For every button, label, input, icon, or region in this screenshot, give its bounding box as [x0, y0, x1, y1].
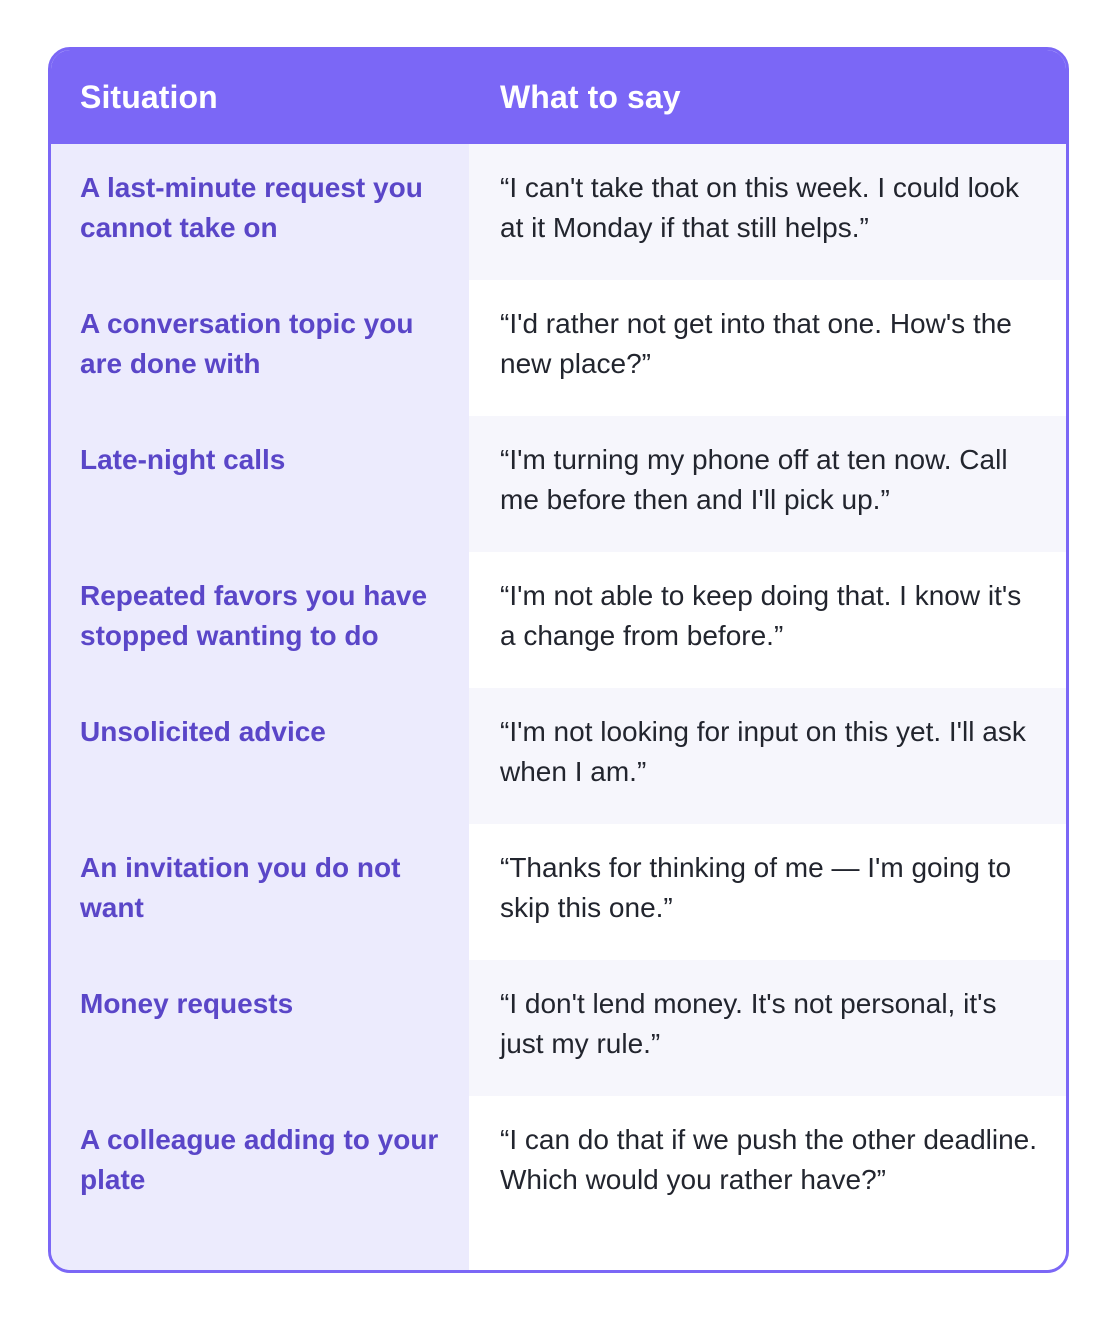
what-to-say-cell: “I can do that if we push the other deadline. Which would you rather have?”	[469, 1096, 1066, 1270]
situation-cell: Repeated favors you have stopped wanting to do	[51, 552, 469, 688]
table-row	[51, 144, 1066, 280]
table-row	[51, 416, 1066, 552]
situation-cell: Late-night calls	[51, 416, 469, 552]
situation-cell: Unsolicited advice	[51, 688, 469, 824]
header-situation: Situation	[80, 78, 218, 115]
what-to-say-cell: “I'm not able to keep doing that. I know it's a change from before.”	[469, 552, 1066, 688]
table-row	[51, 688, 1066, 824]
what-to-say-cell: “I can't take that on this week. I could look at it Monday if that still helps.”	[469, 144, 1066, 280]
what-to-say-cell: “I'd rather not get into that one. How's the new place?”	[469, 280, 1066, 416]
situation-cell: An invitation you do not want	[51, 824, 469, 960]
table-row	[51, 552, 1066, 688]
what-to-say-cell: “I'm turning my phone off at ten now. Call me before then and I'll pick up.”	[469, 416, 1066, 552]
table-header	[51, 50, 1066, 144]
situation-cell: A conversation topic you are done with	[51, 280, 469, 416]
situation-cell: A last-minute request you cannot take on	[51, 144, 469, 280]
table-row	[51, 960, 1066, 1096]
situation-cell: A colleague adding to your plate	[51, 1096, 469, 1270]
situation-cell: Money requests	[51, 960, 469, 1096]
what-to-say-cell: “Thanks for thinking of me — I'm going to skip this one.”	[469, 824, 1066, 960]
table-row	[51, 824, 1066, 960]
boundaries-table	[48, 47, 1069, 1273]
what-to-say-cell: “I don't lend money. It's not personal, it's just my rule.”	[469, 960, 1066, 1096]
table-body	[51, 144, 1066, 1270]
table-row	[51, 280, 1066, 416]
table-row	[51, 1096, 1066, 1270]
what-to-say-cell: “I'm not looking for input on this yet. I'll ask when I am.”	[469, 688, 1066, 824]
header-what-to-say: What to say	[500, 78, 681, 115]
